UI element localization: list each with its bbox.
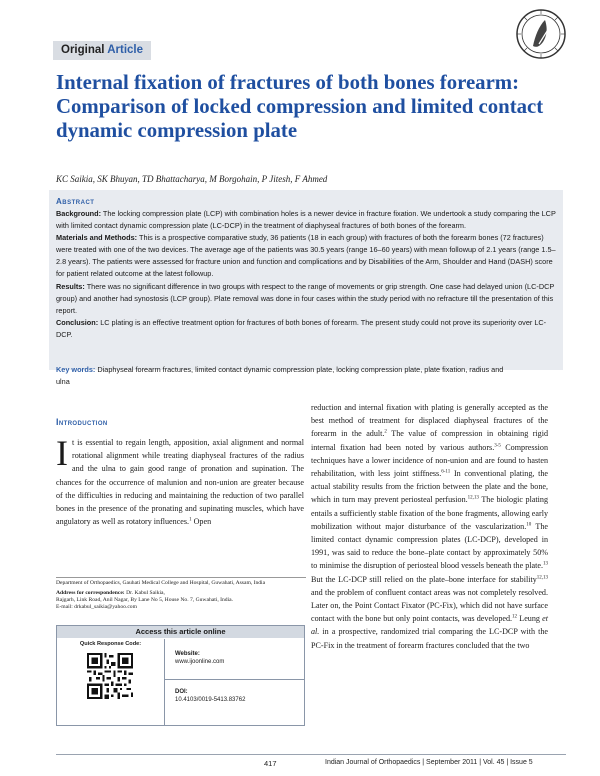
conclusion-label: Conclusion: (56, 317, 99, 327)
right-column (311, 401, 548, 652)
left-column (56, 433, 304, 528)
correspondence-label: Address for correspondence: (56, 590, 125, 596)
abstract-methods-para (56, 232, 558, 280)
correspondence-name: Dr. Kabul Saikia, (124, 590, 165, 596)
intro-right-text: The biologic plating entails a sufficiently stable fixation of the bone fragments, allowing early mobilization without major disturbance of the vascularization. (311, 495, 549, 531)
results-label: Results: (56, 281, 85, 291)
keywords (56, 364, 516, 388)
intro-right-paragraph (311, 401, 548, 652)
methods-text: This is a prospective comparative study, 36 patients (18 in each group) with fractures of both the forearm bones (72 fractures) were treated with one of the two devices. The average age of the patients was 30.5 years (range 16–60 years) with mean followup of 2.1 years (range 1.5–2.8 years). The patients were assessed for fracture union and function and complications and by Disabilities of the Arm, Shoulder and Hand (DASH) score for patient related outcome at the latest followup. (56, 233, 556, 279)
article-type-word1: Original (61, 44, 105, 56)
intro-right-text: But the LC-DCP still relied on the plate–bone interface for stability (311, 574, 537, 584)
article-type-tag (53, 41, 151, 60)
website-label: Website: (175, 651, 200, 657)
qr-code-icon[interactable] (87, 653, 133, 699)
background-label: Background: (56, 209, 101, 218)
access-online-box (56, 625, 305, 726)
correspondence-address: Rajgarh, Link Road, Anil Nagar, By Lane No 5, House No. 7, Guwahati, India. (56, 597, 234, 603)
doi-link[interactable]: 10.4103/0019-5413.83762 (175, 697, 246, 703)
journal-citation: Indian Journal of Orthopaedics | September 2011 | Vol. 45 | Issue 5 (325, 759, 533, 766)
correspondence (56, 590, 306, 611)
qr-label: Quick Response Code: (57, 639, 165, 649)
intro-left-tail: Open (191, 517, 212, 527)
citation-ref: 3-5 (494, 442, 501, 448)
methods-label: Materials and Methods: (56, 233, 138, 243)
footer-divider (56, 754, 566, 755)
drop-cap: I (56, 433, 68, 473)
introduction-heading: Introduction (56, 417, 108, 427)
intro-right-text: The value of compression in obtaining rigid internal fixation had been noted by various authors. (311, 429, 548, 452)
department: Department of Orthopaedics, Gauhati Medical College and Hospital, Guwahati, Assam, India (56, 580, 266, 586)
qr-area (57, 649, 165, 725)
results-text: There was no significant difference in two groups with respect to the range of movements or grip strength. One case had delayed union (LC-DCP group) and another had synostosis (LCP group). Plate removal was done in four cases within the study period with no refracture till the presentation of this report. (56, 281, 555, 315)
conclusion-text: LC plating is an effective treatment option for fractures of both bones of forearm. The present study could not prove its superiority over LC-DCP. (56, 317, 547, 339)
intro-right-text: The limited contact dynamic compression plates (LC-DCP), developed in 1991, was said to reduce the bone–plate contact by approximately 50% to minimise the disruption of periosteal blood vessels beneath the plate. (311, 521, 548, 571)
abstract-conclusion-para (56, 317, 558, 341)
article-title: Internal fixation of fractures of both bones forearm: Comparison of locked compression and limited contact dynamic compression plate (56, 71, 544, 142)
intro-right-text: in a prospective, randomized trial comparing the LC-DCP with the PC-Fix in the treatment of forearm fractures concluded that the two (311, 627, 548, 650)
journal-emblem-icon (515, 8, 567, 60)
abstract (56, 196, 558, 341)
affiliation-block (56, 577, 306, 614)
intro-right-text: reduction and internal fixation with plating is generally accepted as the best method of treatment for displaced diaphyseal fractures of the forearm in the adult. (311, 403, 548, 439)
citation-ref: 12,13 (536, 574, 548, 580)
citation-ref: 10 (526, 522, 532, 528)
citation-ref: 12,13 (467, 495, 479, 501)
keywords-label: Key words: (56, 365, 96, 374)
intro-left-text: t is essential to regain length, apposition, axial alignment and normal rotational alignment while treating diaphyseal fractures of the radius and the ulna to gain good range of pronation and supination. The chances for the occurrence of malunion and non-union are greater because of the difficulties in reducing and maintaining the reduction of two parallel bones in the presence of the pronating and supinating muscles, which have angulatory as well as rotatory influences. (56, 438, 304, 527)
abstract-background-para (56, 208, 558, 232)
correspondence-email: E-mail: drkabul_saikia@yahoo.com (56, 604, 137, 610)
intro-paragraph (56, 433, 304, 528)
intro-right-text: and the problem of confluent contact areas was not completely resolved. Later on, the Point Contact Fixator (PC-Fix), which did not have surface contact with the bone but only point contacts, was developed. (311, 587, 548, 624)
citation-ref: 12 (512, 614, 518, 620)
intro-right-text: Leung (517, 614, 543, 624)
website-block (175, 650, 303, 666)
access-divider (165, 679, 304, 680)
intro-emphasis: et al. (311, 614, 548, 637)
access-heading: Access this article online (57, 626, 304, 638)
author-list: KC Saikia, SK Bhuyan, TD Bhattacharya, M Borgohain, P Jitesh, F Ahmed (56, 174, 328, 184)
citation-ref: 2 (384, 429, 387, 435)
doi-block (175, 688, 303, 704)
intro-right-text: In conventional plating, the actual stability results from the friction between the plate and the bone, which in turn may prevent periosteal perfusion. (311, 469, 549, 505)
intro-right-text: Compression techniques have a lower incidence of non-union and are found to hasten rehabilitation, with less joint stiffness. (311, 442, 548, 479)
citation-ref: 6-11 (441, 469, 451, 475)
citation-ref: 1 (189, 517, 192, 523)
website-link[interactable]: www.ijoonline.com (175, 659, 225, 665)
article-type-word2: Article (107, 44, 144, 56)
abstract-results-para (56, 281, 558, 317)
keywords-text: Diaphyseal forearm fractures, limited contact dynamic compression plate, locking compression plate, plate fixation, radius and ulna (56, 365, 504, 386)
page-number: 417 (264, 759, 277, 768)
citation-ref: 13 (543, 561, 548, 567)
doi-label: DOI: (175, 689, 188, 695)
abstract-heading: Abstract (56, 197, 95, 206)
background-text: The locking compression plate (LCP) with combination holes is a newer device in fracture fixation. We undertook a study comparing the LCP with limited contact dynamic compression plate (LC-DCP) in the treatment of diaphyseal fractures of both bones of the forearm. (56, 209, 556, 231)
